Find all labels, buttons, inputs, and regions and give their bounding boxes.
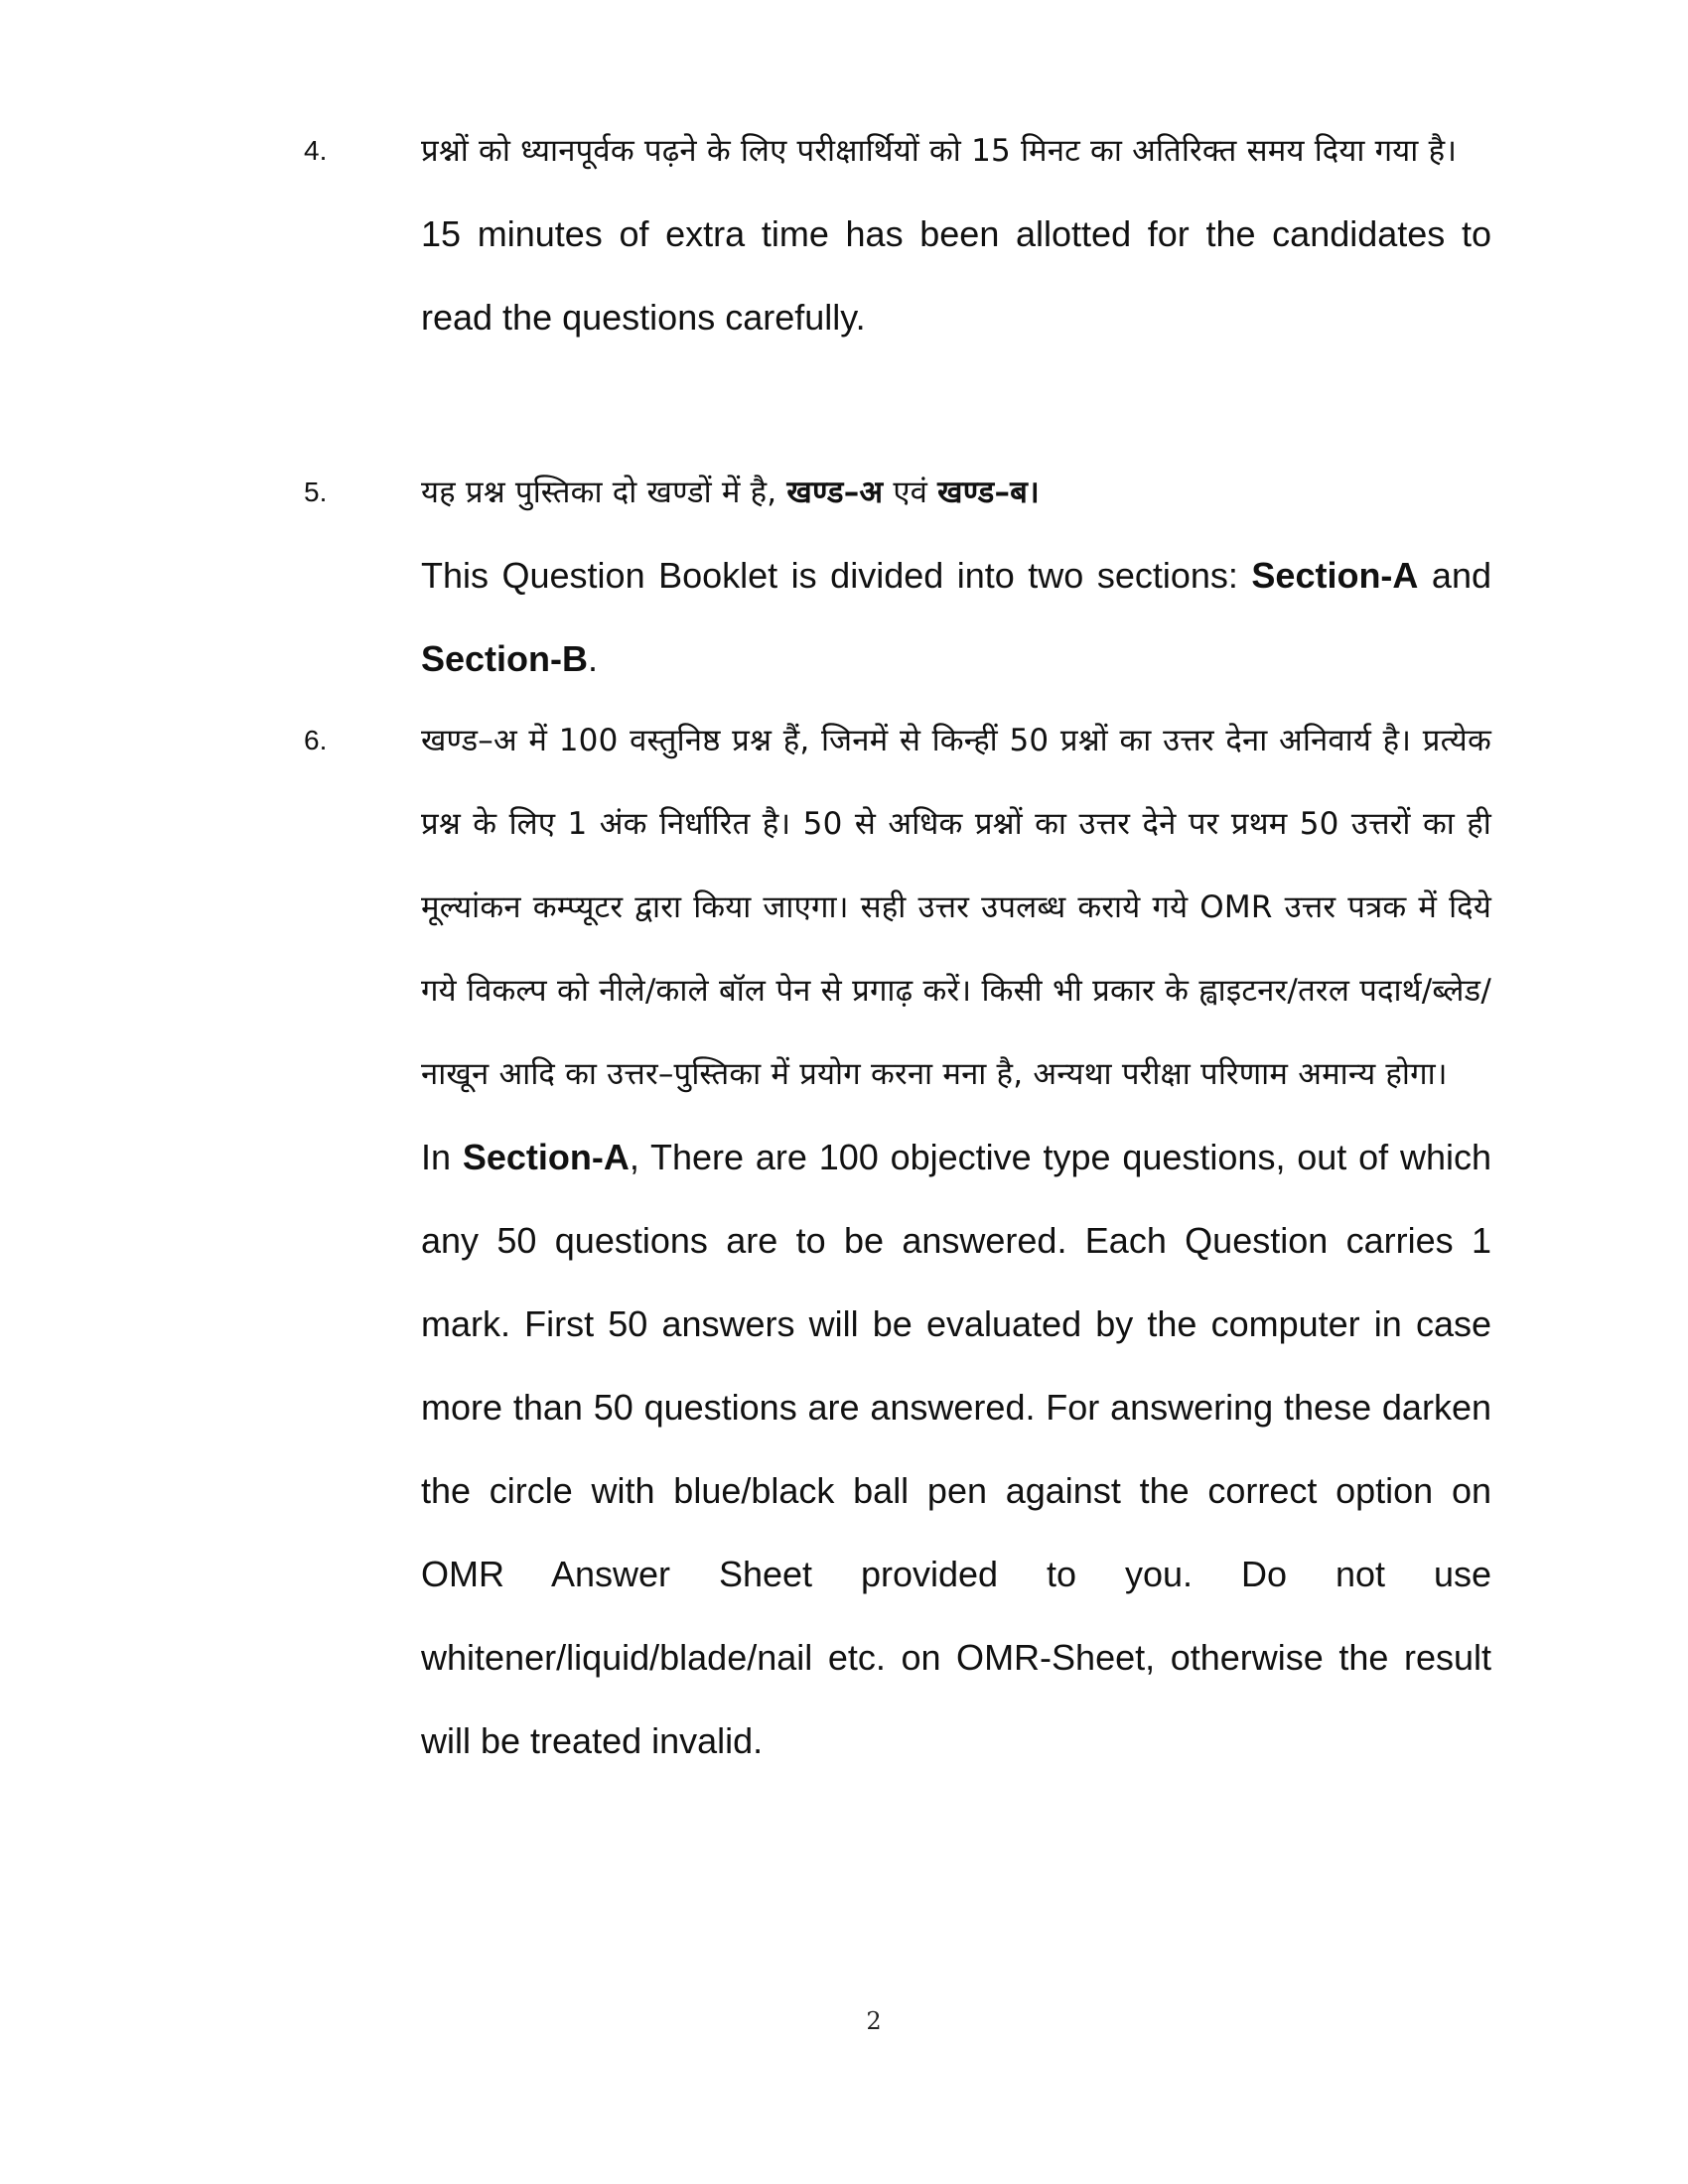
hindi-section-a: खण्ड–अ	[786, 475, 884, 510]
item-body	[421, 699, 1491, 1783]
hindi-text-pre: यह प्रश्न पुस्तिका दो खण्डों में है,	[421, 475, 787, 510]
item-body	[421, 451, 1491, 701]
english-text: 15 minutes of extra time has been allotted for the candidates to read the questions carefully.	[421, 213, 1491, 338]
item-number: 6.	[304, 725, 328, 755]
page-number: 2	[866, 2007, 882, 2035]
english-text-pre: In	[421, 1137, 463, 1177]
hindi-section-b: खण्ड–ब।	[937, 475, 1040, 510]
english-section-a: Section-A	[462, 1137, 630, 1177]
item-body	[421, 109, 1491, 359]
english-text-post: .	[588, 638, 599, 679]
english-text	[421, 1116, 1491, 1783]
hindi-text: खण्ड–अ में 100 वस्तुनिष्ठ प्रश्न हैं, जिनमें से किन्हीं 50 प्रश्नों का उत्तर देना अनिवार्य है। प्रत्येक प्रश्न के लिए 1 अंक निर्धारित है। 50 से अधिक प्रश्नों का उत्तर देने पर प्रथम 50 उत्तरों का ही मूल्यांकन कम्प्यूटर द्वारा किया जाएगा। सही उत्तर उपलब्ध कराये गये OMR उत्तर पत्रक में दिये गये विकल्प को नीले/काले बॉल पेन से प्रगाढ़ करें। किसी भी प्रकार के ह्वाइटनर/तरल पदार्थ/ब्लेड/नाखून आदि का उत्तर–पुस्तिका में प्रयोग करना मना है, अन्यथा परीक्षा परिणाम अमान्य होगा।	[421, 723, 1491, 1092]
english-section-b: Section-B	[421, 638, 589, 679]
hindi-text: प्रश्नों को ध्यानपूर्वक पढ़ने के लिए परीक्षार्थियों को 15 मिनट का अतिरिक्त समय दिया गया है।	[421, 133, 1458, 169]
hindi-text-mid: एवं	[883, 475, 938, 510]
english-text-post: , There are 100 objective type questions, out of which any 50 questions are to be answered. Each Question carries 1 mark. First 50 answers will be evaluated by the computer in case more than 50 questions are answered. For answering these darken the circle with blue/black ball pen against the correct option on OMR Answer Sheet provided to you. Do not use whitener/liquid/blade/nail etc. on OMR-Sheet, otherwise the result will be treated invalid.	[421, 1137, 1491, 1761]
english-section-a: Section-A	[1251, 555, 1419, 596]
english-text-mid: and	[1418, 555, 1491, 596]
item-number: 5.	[304, 477, 328, 507]
english-text-pre: This Question Booklet is divided into two sections:	[421, 555, 1252, 596]
item-number: 4.	[304, 135, 328, 166]
hindi-text	[421, 451, 1491, 534]
english-text	[421, 534, 1491, 701]
